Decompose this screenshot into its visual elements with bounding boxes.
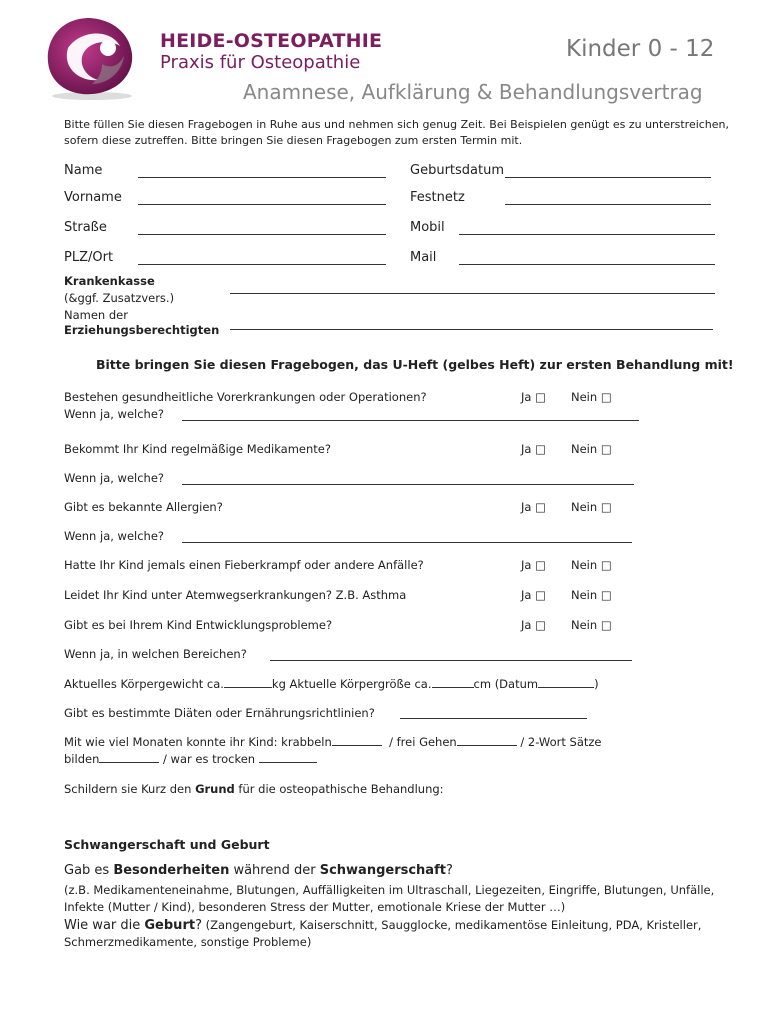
plz-ort-field[interactable] [138,264,386,265]
saetze-label: / 2-Wort Sätze [520,735,602,749]
q6-ja-checkbox[interactable]: Ja □ [521,618,546,632]
pq-a: Gab es [64,863,114,878]
question-entwicklung: Gibt es bei Ihrem Kind Entwicklungsprobleme? [64,618,333,632]
milestones-row-2 [64,752,317,766]
question-medikamente: Bekommt Ihr Kind regelmäßige Medikamente? [64,442,331,456]
heide-osteopathie-logo-icon [40,12,140,102]
saetze-field[interactable] [99,762,159,763]
question-fieberkrampf: Hatte Ihr Kind jemals einen Fieberkrampf oder andere Anfälle? [64,558,424,572]
krankenkasse-label: Krankenkasse [64,274,155,288]
q2-nein-checkbox[interactable]: Nein □ [571,442,612,456]
erziehungsberechtigten-label: Erziehungsberechtigten [64,323,220,337]
krankenkasse-field[interactable] [230,293,715,294]
milestones-row-1 [64,735,602,749]
festnetz-field[interactable] [505,204,711,205]
vorname-label: Vorname [64,190,122,205]
question-atemwege: Leidet Ihr Kind unter Atemwegserkrankungen? Z.B. Asthma [64,588,407,602]
bq-a: Wie war die [64,918,145,933]
diet-question: Gibt es bestimmte Diäten oder Ernährungsrichtlinien? [64,706,375,720]
weight-field[interactable] [224,687,272,688]
gehen-field[interactable] [457,745,517,746]
pq-c: während der [229,863,320,878]
pq-b: Besonderheiten [113,863,230,878]
q1-followup-label: Wenn ja, welche? [64,407,165,421]
q2-followup-label: Wenn ja, welche? [64,471,165,485]
q3-ja-checkbox[interactable]: Ja □ [521,500,546,514]
brand-name: HEIDE-OSTEOPATHIE [160,30,383,52]
q1-nein-checkbox[interactable]: Nein □ [571,390,612,404]
q6-nein-checkbox[interactable]: Nein □ [571,618,612,632]
name-label: Name [64,163,103,178]
pq-d: Schwangerschaft [319,863,446,878]
q3-followup-label: Wenn ja, welche? [64,529,165,543]
plz-ort-label: PLZ/Ort [64,250,114,265]
q3-nein-checkbox[interactable]: Nein □ [571,500,612,514]
mail-field[interactable] [459,264,715,265]
strasse-field[interactable] [138,234,386,235]
mail-label: Mail [410,250,437,265]
gehen-label: / frei Gehen [389,735,457,749]
bq-c: ? [195,918,202,933]
q4-nein-checkbox[interactable]: Nein □ [571,558,612,572]
bilden-label: bilden [64,752,100,766]
intro-text: Bitte füllen Sie diesen Fragebogen in Ruhe aus und nehmen sich genug Zeit. Bei Beispielen genügt es zu unterstreichen, sofern diese zutreffen. Bitte bringen Sie diesen Fragebogen zum ersten Termin mit. [64,118,730,147]
document-subtitle: Anamnese, Aufklärung & Behandlungsvertrag [243,80,703,104]
q6-followup-field[interactable] [270,660,632,661]
mobil-label: Mobil [410,220,445,235]
height-field[interactable] [432,687,474,688]
date-label: cm (Datum [473,677,539,691]
vorname-field[interactable] [138,204,386,205]
weight-label: Aktuelles Körpergewicht ca. [64,677,224,691]
height-label: kg Aktuelle Körpergröße ca. [271,677,432,691]
mobil-field[interactable] [459,234,715,235]
erziehungsberechtigten-field[interactable] [230,329,713,330]
q2-followup-field[interactable] [182,484,634,485]
pregnancy-examples: (z.B. Medikamenteneinahme, Blutungen, Auffälligkeiten im Ultraschall, Liegezeiten, Eingriffe, Blutungen, Unfälle, Infekte (Mutter / Kind), besonderen Stress der Mutter, emotionale Kriese der Mutter …) [64,883,715,914]
age-group-title: Kinder 0 - 12 [566,36,715,62]
reason-text-bold: Grund [195,782,235,796]
q1-followup-field[interactable] [182,420,639,421]
q4-ja-checkbox[interactable]: Ja □ [521,558,546,572]
reason-text-a: Schildern sie Kurz den [64,782,196,796]
birthdate-field[interactable] [505,177,711,178]
question-vorerkrankungen: Bestehen gesundheitliche Vorerkrankungen oder Operationen? [64,390,427,404]
birth-examples: (Zangengeburt, Kaiserschnitt, Saugglocke, medikamentöse Einleitung, PDA, Kristeller, Schmerzmedikamente, sonstige Probleme) [64,918,702,949]
brand-tagline: Praxis für Osteopathie [160,52,361,73]
q2-ja-checkbox[interactable]: Ja □ [521,442,546,456]
q5-ja-checkbox[interactable]: Ja □ [521,588,546,602]
krabbeln-label: Mit wie viel Monaten konnte ihr Kind: krabbeln [64,735,332,749]
festnetz-label: Festnetz [410,190,465,205]
krabbeln-field[interactable] [332,745,382,746]
notice-text: Bitte bringen Sie diesen Fragebogen, das U-Heft (gelbes Heft) zur ersten Behandlung mit! [96,357,734,372]
date-field[interactable] [538,687,594,688]
birthdate-label: Geburtsdatum [410,163,504,178]
pq-e: ? [445,863,453,878]
q5-nein-checkbox[interactable]: Nein □ [571,588,612,602]
reason-question [64,782,444,796]
date-close: ) [594,677,599,691]
trocken-field[interactable] [259,762,317,763]
pregnancy-question [64,863,453,878]
strasse-label: Straße [64,220,107,235]
reason-text-c: für die osteopathische Behandlung: [234,782,444,796]
name-field[interactable] [138,177,386,178]
weight-height-row [64,677,599,691]
pregnancy-heading: Schwangerschaft und Geburt [64,837,270,852]
q6-followup-label: Wenn ja, in welchen Bereichen? [64,647,247,661]
birth-question [64,917,754,951]
trocken-label: / war es trocken [163,752,256,766]
q1-ja-checkbox[interactable]: Ja □ [521,390,546,404]
namen-der-label: Namen der [64,308,128,322]
q3-followup-field[interactable] [182,542,632,543]
diet-field[interactable] [400,718,587,719]
question-allergien: Gibt es bekannte Allergien? [64,500,223,514]
zusatzvers-label: (&ggf. Zusatzvers.) [64,291,175,305]
bq-b: Geburt [144,918,196,933]
